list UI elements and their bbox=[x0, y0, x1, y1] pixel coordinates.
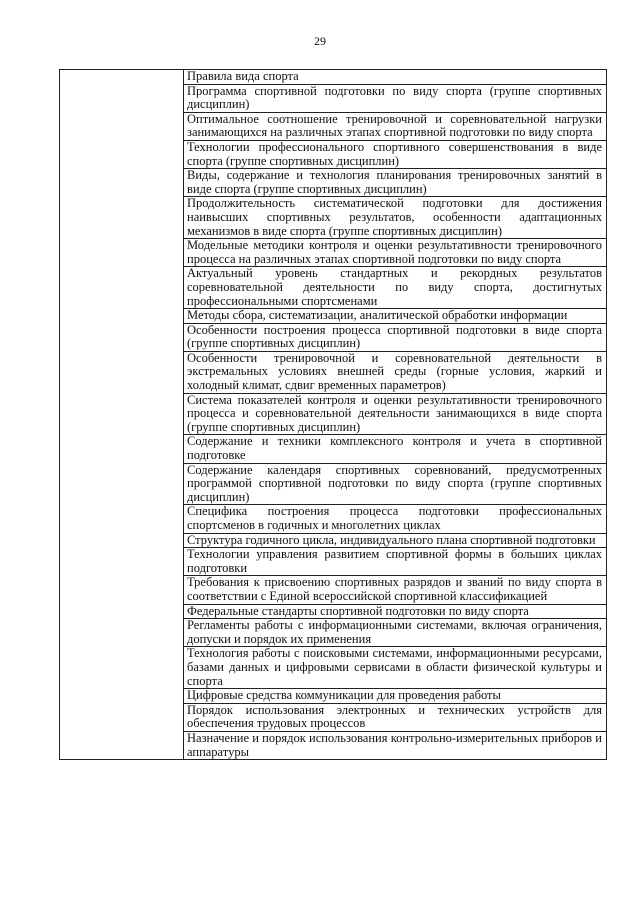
requirement-cell: Регламенты работы с информационными системами, включая ограничения, допуски и порядок их применения bbox=[184, 619, 607, 647]
requirement-cell: Технологии профессионального спортивного совершенствования в виде спорта (группе спортивных дисциплин) bbox=[184, 140, 607, 168]
table-row bbox=[60, 70, 607, 85]
requirement-cell: Продолжительность систематической подготовки для достижения наивысших спортивных результатов, особенности адаптационных механизмов в виде спорта (группе спортивных дисциплин) bbox=[184, 197, 607, 239]
merged-left-cell bbox=[60, 70, 184, 760]
table-body bbox=[60, 70, 607, 760]
requirement-cell: Оптимальное соотношение тренировочной и соревновательной нагрузки занимающихся на различных этапах спортивной подготовки по виду спорта bbox=[184, 112, 607, 140]
requirement-cell: Назначение и порядок использования контрольно-измерительных приборов и аппаратуры bbox=[184, 731, 607, 759]
requirement-cell: Особенности тренировочной и соревновательной деятельности в экстремальных условиях внешней среды (горные условия, жаркий и холодный климат, сдвиг временных параметров) bbox=[184, 351, 607, 393]
requirement-cell: Структура годичного цикла, индивидуального плана спортивной подготовки bbox=[184, 533, 607, 548]
requirement-cell: Требования к присвоению спортивных разрядов и званий по виду спорта в соответствии с Единой всероссийской спортивной классификацией bbox=[184, 576, 607, 604]
requirement-cell: Программа спортивной подготовки по виду спорта (группе спортивных дисциплин) bbox=[184, 84, 607, 112]
requirement-cell: Система показателей контроля и оценки результативности тренировочного процесса и соревновательной деятельности занимающихся в виде спорта (группе спортивных дисциплин) bbox=[184, 393, 607, 435]
requirement-cell: Технологии управления развитием спортивной формы в больших циклах подготовки bbox=[184, 548, 607, 576]
requirement-cell: Содержание календаря спортивных соревнований, предусмотренных программой спортивной подготовки по виду спорта (группе спортивных дисциплин) bbox=[184, 463, 607, 505]
requirement-cell: Правила вида спорта bbox=[184, 70, 607, 85]
requirement-cell: Порядок использования электронных и технических устройств для обеспечения трудовых процессов bbox=[184, 703, 607, 731]
requirement-cell: Актуальный уровень стандартных и рекордных результатов соревновательной деятельности по виду спорта, достигнутых профессиональными спортсменами bbox=[184, 267, 607, 309]
requirement-cell: Методы сбора, систематизации, аналитической обработки информации bbox=[184, 309, 607, 324]
requirement-cell: Цифровые средства коммуникации для проведения работы bbox=[184, 689, 607, 704]
requirement-cell: Особенности построения процесса спортивной подготовки в виде спорта (группе спортивных дисциплин) bbox=[184, 323, 607, 351]
page-number: 29 bbox=[314, 34, 326, 48]
requirement-cell: Федеральные стандарты спортивной подготовки по виду спорта bbox=[184, 604, 607, 619]
requirements-table bbox=[59, 69, 607, 760]
requirement-cell: Содержание и техники комплексного контроля и учета в спортивной подготовке bbox=[184, 435, 607, 463]
requirement-cell: Модельные методики контроля и оценки результативности тренировочного процесса на различных этапах спортивной подготовки по виду спорта bbox=[184, 239, 607, 267]
requirement-cell: Виды, содержание и технология планирования тренировочных занятий в виде спорта (группе спортивных дисциплин) bbox=[184, 169, 607, 197]
requirement-cell: Специфика построения процесса подготовки профессиональных спортсменов в годичных и многолетних циклах bbox=[184, 505, 607, 533]
requirement-cell: Технология работы с поисковыми системами, информационными ресурсами, базами данных и цифровыми сервисами в области физической культуры и спорта bbox=[184, 647, 607, 689]
